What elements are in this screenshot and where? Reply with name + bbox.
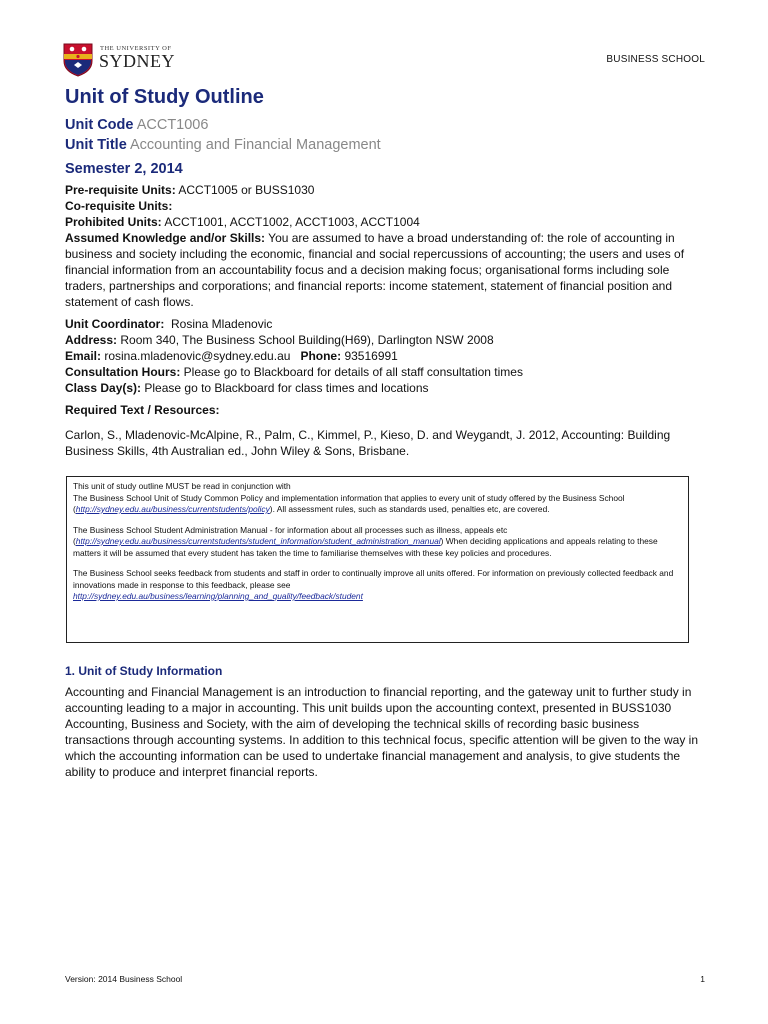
unit-code-value: ACCT1006 — [136, 117, 209, 133]
email-value[interactable]: rosina.mladenovic@sydney.edu.au — [101, 349, 291, 363]
contact-line — [65, 348, 705, 364]
address-label: Address: — [65, 333, 118, 347]
notice-p3-text: The Business School seeks feedback from students and staff in order to continually improve all units offered. For information on previously collected feedback and innovations made in response to this feedback, please see — [73, 568, 674, 590]
notice-p1-end: ). All assessment rules, such as standards used, penalties etc, are covered. — [269, 504, 550, 514]
unit-code-line — [65, 117, 208, 133]
unit-title-line — [65, 137, 381, 153]
notice-paragraph-manual — [73, 525, 682, 560]
notice-p1-intro: This unit of study outline MUST be read in conjunction with — [73, 481, 291, 491]
policy-link[interactable]: http://sydney.edu.au/business/currentstudents/policy — [75, 504, 270, 514]
university-logo — [63, 41, 176, 77]
page-header — [63, 41, 705, 81]
prohibited-line — [65, 214, 705, 230]
semester: Semester 2, 2014 — [65, 161, 183, 177]
school-name: BUSINESS SCHOOL — [606, 54, 705, 65]
unit-details — [65, 182, 705, 418]
address-line — [65, 332, 705, 348]
required-label: Required Text / Resources: — [65, 403, 220, 417]
consult-label: Consultation Hours: — [65, 365, 181, 379]
prerequisite-line — [65, 182, 705, 198]
logo-line1: THE UNIVERSITY OF — [100, 45, 172, 52]
required-text-citation: Carlon, S., Mladenovic-McAlpine, R., Palm, C., Kimmel, P., Kieso, D. and Weygandt, J. 2012, Accounting: Building Business Skills, 4th Australian ed., John Wiley & Sons, Brisbane. — [65, 428, 671, 458]
notice-paragraph-feedback — [73, 568, 682, 603]
phone-label: Phone: — [300, 349, 342, 363]
notice-p2-end: ) When deciding applications and appeals relating to these matters it will be assumed that every student has taken the time to familiarise themselves with these key policies and procedures. — [73, 536, 658, 558]
logo-line2: SYDNEY — [99, 51, 176, 71]
notice-p1-text: The Business School Unit of Study Common Policy and implementation information that applies to every unit of study offered by the Business School ( — [73, 492, 625, 514]
page-number: 1 — [700, 974, 705, 984]
required-text-heading — [65, 402, 705, 418]
policy-notice-box — [66, 476, 689, 643]
classday-value: Please go to Blackboard for class times and locations — [141, 381, 429, 395]
phone-value: 93516991 — [341, 349, 398, 363]
section-heading: 1. Unit of Study Information — [65, 664, 223, 678]
unit-title-label: Unit Title — [65, 137, 127, 153]
coordinator-label: Unit Coordinator: — [65, 317, 165, 331]
notice-p2-text: The Business School Student Administration Manual - for information about all processes such as illness, appeals etc ( — [73, 524, 508, 546]
prereq-label: Pre-requisite Units: — [65, 183, 176, 197]
coordinator-value: Rosina Mladenovic — [164, 317, 273, 331]
footer-version: Version: 2014 Business School — [65, 974, 183, 984]
assumed-knowledge — [65, 230, 705, 310]
section-body: Accounting and Financial Management is an introduction to financial reporting, and the gateway unit to further study in accounting leading to a major in accounting. This unit builds upon the accounting context, presented in BUSS1030 Accounting, Business and Society, with the aim of developing the technical skills of recording basic business transactions through accounting systems. In addition to this technical focus, specific attention will be given to the way in which the accounting information can be used to undertake financial management and analysis, to give students the ability to produce and interpret financial reports. — [65, 685, 699, 779]
prohibited-value: ACCT1001, ACCT1002, ACCT1003, ACCT1004 — [161, 215, 420, 229]
admin-manual-link[interactable]: http://sydney.edu.au/business/currentstudents/student_information/student_administration_manual — [75, 536, 441, 546]
page-title: Unit of Study Outline — [65, 86, 264, 108]
crest-icon — [63, 43, 93, 77]
classday-label: Class Day(s): — [65, 381, 142, 395]
class-day-line — [65, 380, 705, 396]
coreq-label: Co-requisite Units: — [65, 199, 173, 213]
assumed-label: Assumed Knowledge and/or Skills: — [65, 231, 266, 245]
notice-paragraph-policy — [73, 481, 682, 516]
corequisite-line — [65, 198, 705, 214]
unit-code-label: Unit Code — [65, 117, 134, 133]
feedback-link[interactable]: http://sydney.edu.au/business/learning/planning_and_quality/feedback/student — [73, 591, 363, 601]
email-label: Email: — [65, 349, 102, 363]
assumed-value: You are assumed to have a broad understanding of: the role of accounting in business and society including the economic, financial and social repercussions of accounting; the users and uses of financial information from an accountability focus and a decision making focus; organisational forms including sole traders, partnerships and corporations; and financial reports: income statement, statement of financial position and statement of cash flows. — [65, 231, 685, 309]
consult-value: Please go to Blackboard for details of all staff consultation times — [180, 365, 523, 379]
prereq-value: ACCT1005 or BUSS1030 — [175, 183, 315, 197]
address-value: Room 340, The Business School Building(H69), Darlington NSW 2008 — [117, 333, 494, 347]
consultation-line — [65, 364, 705, 380]
coordinator-line — [65, 316, 705, 332]
unit-title-value: Accounting and Financial Management — [130, 137, 381, 153]
prohibited-label: Prohibited Units: — [65, 215, 162, 229]
